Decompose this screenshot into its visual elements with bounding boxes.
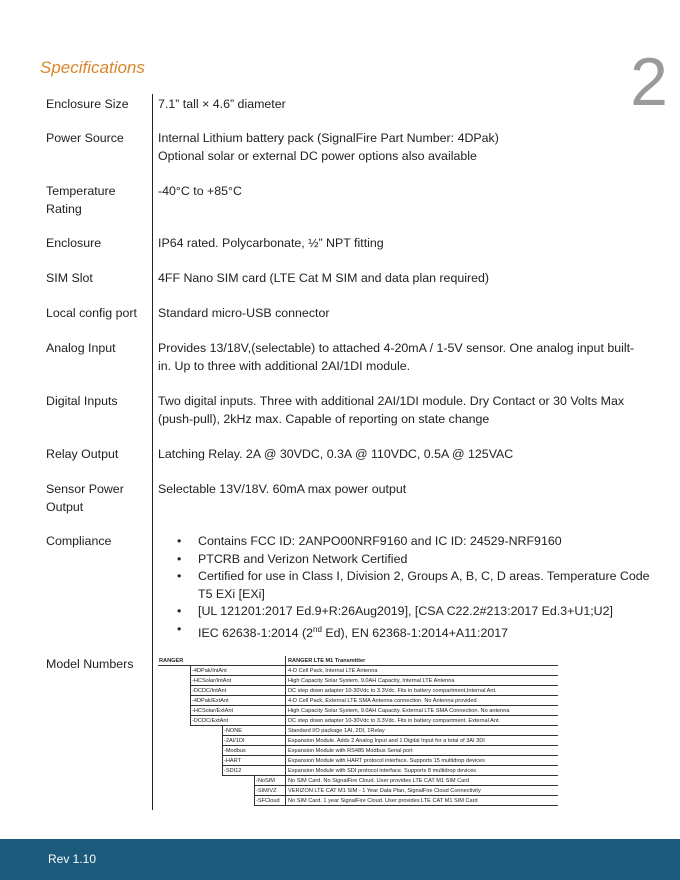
table-row bbox=[158, 786, 558, 796]
model-code: -NONE bbox=[222, 726, 287, 736]
list-item bbox=[158, 603, 638, 621]
model-code: -DCDC/IntAnt bbox=[190, 686, 287, 696]
table-row bbox=[158, 796, 558, 806]
model-description: High Capacity Solar System, 9.0AH Capacity. External LTE SMA Connection. No antenna bbox=[285, 706, 558, 716]
spec-line: Selectable 13V/18V. 60mA max power output bbox=[158, 482, 407, 496]
spec-label-relay-output: Relay Output bbox=[46, 447, 119, 461]
spec-label-enclosure: Enclosure bbox=[46, 236, 102, 250]
iec-superscript: nd bbox=[313, 624, 322, 634]
spec-value-enclosure-size bbox=[158, 96, 638, 114]
spec-value-power-source bbox=[158, 130, 638, 165]
model-code: -Modbus bbox=[222, 746, 287, 756]
model-description: High Capacity Solar System, 9.0AH Capacity, Internal LTE Antenna bbox=[285, 676, 558, 686]
model-code: -SFCloud bbox=[254, 796, 287, 806]
model-code: -SDI12 bbox=[222, 766, 287, 776]
table-row bbox=[158, 696, 558, 706]
table-row bbox=[158, 726, 558, 736]
table-row bbox=[158, 666, 558, 676]
spec-line: (push-pull), 2kHz max. Capable of reporting on state change bbox=[158, 411, 490, 426]
table-header-desc: RANGER LTE M1 Transmitter bbox=[285, 656, 558, 666]
page-footer bbox=[0, 839, 680, 880]
table-row bbox=[158, 736, 558, 746]
spec-label-analog-input: Analog Input bbox=[46, 341, 116, 355]
model-code: -4DPak/IntAnt bbox=[190, 666, 287, 676]
row-rule bbox=[254, 805, 558, 806]
spec-label-enclosure-size: Enclosure Size bbox=[46, 97, 129, 111]
spec-value-relay-output bbox=[158, 446, 638, 464]
table-row bbox=[158, 746, 558, 756]
spec-value-sensor-power-output bbox=[158, 481, 638, 499]
spec-line: Two digital inputs. Three with additional 2AI/1DI module. Dry Contact or 30 Volts Max bbox=[158, 394, 625, 408]
list-item-text: • PTCRB and Verizon Network Certified bbox=[198, 551, 408, 566]
spec-value-digital-inputs bbox=[158, 393, 638, 428]
table-header-row bbox=[158, 656, 558, 666]
model-numbers-table bbox=[158, 656, 558, 806]
model-code: -HCSolar/ExtAnt bbox=[190, 706, 287, 716]
table-row bbox=[158, 766, 558, 776]
model-code: -DCDC/ExtAnt bbox=[190, 716, 287, 726]
spec-label-model-numbers: Model Numbers bbox=[46, 657, 134, 671]
model-code: -NoSIM bbox=[254, 776, 287, 786]
spec-value-local-config-port bbox=[158, 305, 638, 323]
spec-label-power-source: Power Source bbox=[46, 131, 124, 145]
model-description: Expansion Module with HART protocol interface. Supports 15 multidrop devices bbox=[285, 756, 558, 766]
spec-line: in. Up to three with additional 2AI/1DI module. bbox=[158, 358, 411, 373]
model-code: -SIM/VZ bbox=[254, 786, 287, 796]
list-item-text: • Contains FCC ID: 2ANPO00NRF9160 and IC ID: 24529-NRF9160 bbox=[198, 534, 562, 548]
spec-line: 4FF Nano SIM card (LTE Cat M SIM and data plan required) bbox=[158, 271, 490, 285]
spec-label-digital-inputs: Digital Inputs bbox=[46, 394, 118, 408]
spec-label-sim-slot: SIM Slot bbox=[46, 271, 93, 285]
list-item-text: • Certified for use in Class I, Division 2, Groups A, B, C, D areas. Temperature Code bbox=[198, 569, 650, 583]
list-item-text bbox=[198, 621, 638, 643]
spec-value-temperature-rating bbox=[158, 183, 638, 201]
model-code: -4DPak/ExtAnt bbox=[190, 696, 287, 706]
list-item bbox=[158, 551, 638, 569]
model-description: Expansion Module with RS485 Modbus Serial port bbox=[285, 746, 558, 756]
list-item bbox=[158, 621, 638, 643]
model-description: 4-D Cell Pack, Internal LTE Antenna bbox=[285, 666, 558, 676]
spec-label-sensor-power-output: Sensor Power Output bbox=[46, 482, 124, 514]
spec-line: Optional solar or external DC power options also available bbox=[158, 148, 477, 163]
spec-line: IP64 rated. Polycarbonate, ½” NPT fitting bbox=[158, 236, 384, 250]
table-row bbox=[158, 686, 558, 696]
table-header-code: RANGER bbox=[159, 658, 184, 664]
page-number: 2 bbox=[630, 44, 668, 120]
spec-value-compliance bbox=[158, 533, 650, 642]
spec-line: 7.1” tall × 4.6” diameter bbox=[158, 97, 286, 111]
table-row bbox=[158, 756, 558, 766]
spec-label-compliance: Compliance bbox=[46, 534, 112, 548]
model-code: -HART bbox=[222, 756, 287, 766]
page-title: Specifications bbox=[40, 58, 145, 77]
table-row bbox=[158, 706, 558, 716]
model-code: -HCSolar/IntAnt bbox=[190, 676, 287, 686]
list-item-text: • [UL 121201:2017 Ed.9+R:26Aug2019], [CSA C22.2#213:2017 Ed.3+U1;U2] bbox=[198, 604, 613, 618]
model-description: DC step down adapter 10-30Vdc to 3.3Vdc. Fits in battery compartment,Internal Ant. bbox=[285, 686, 558, 696]
spec-label-temperature-rating: Temperature Rating bbox=[46, 184, 116, 216]
model-description: Expansion Module. Adds 2 Analog Input and 1 Digital Input for a total of 3AI 3DI bbox=[285, 736, 558, 746]
spec-line: Latching Relay. 2A @ 30VDC, 0.3A @ 110VDC, 0.5A @ 125VAC bbox=[158, 447, 514, 461]
iec-prefix: IEC 62638-1:2014 (2 bbox=[198, 625, 314, 640]
spec-value-sim-slot bbox=[158, 270, 638, 288]
model-description: VERIZON LTE CAT M1 SIM - 1 Year Data Plan, SignalFire Cloud Connectivity bbox=[285, 786, 558, 796]
iec-suffix: Ed), EN 62368-1:2014+A11:2017 bbox=[321, 625, 509, 640]
list-item-text: T5 EXi [EXi] bbox=[198, 586, 265, 601]
model-description: No SIM Card. No SignalFire Cloud. User provides LTE CAT M1 SIM Card bbox=[285, 776, 558, 786]
table-row bbox=[158, 676, 558, 686]
column-divider bbox=[152, 94, 153, 810]
compliance-list bbox=[158, 533, 650, 642]
spec-value-enclosure bbox=[158, 235, 638, 253]
revision-label: Rev 1.10 bbox=[48, 852, 97, 866]
table-row bbox=[158, 716, 558, 726]
table-row bbox=[158, 776, 558, 786]
model-description: DC step down adapter 10-30Vdc to 3.3Vdc. Fits in battery compartment. External Ant. bbox=[285, 716, 558, 726]
spec-value-analog-input bbox=[158, 340, 638, 375]
spec-line: Provides 13/18V,(selectable) to attached 4-20mA / 1-5V sensor. One analog input built- bbox=[158, 341, 635, 355]
model-description: 4-D Cell Pack, External LTE SMA Antenna connection. No Antenna provided bbox=[285, 696, 558, 706]
spec-line: Internal Lithium battery pack (SignalFire Part Number: 4DPak) bbox=[158, 131, 499, 145]
model-description: Standard I/O package 1AI, 2DI, 1Relay bbox=[285, 726, 558, 736]
spec-label-local-config-port: Local config port bbox=[46, 306, 137, 320]
spec-line: -40°C to +85°C bbox=[158, 184, 242, 198]
model-code: -2AI/1DI bbox=[222, 736, 287, 746]
spec-line: Standard micro-USB connector bbox=[158, 306, 330, 320]
model-description: No SIM Card. 1 year SignalFire Cloud. User provides LTE CAT M1 SIM Card bbox=[285, 796, 558, 806]
list-item bbox=[158, 568, 650, 603]
list-item bbox=[158, 533, 638, 551]
model-description: Expansion Module with SDI protocol interface. Supports 8 multidrop devices bbox=[285, 766, 558, 776]
